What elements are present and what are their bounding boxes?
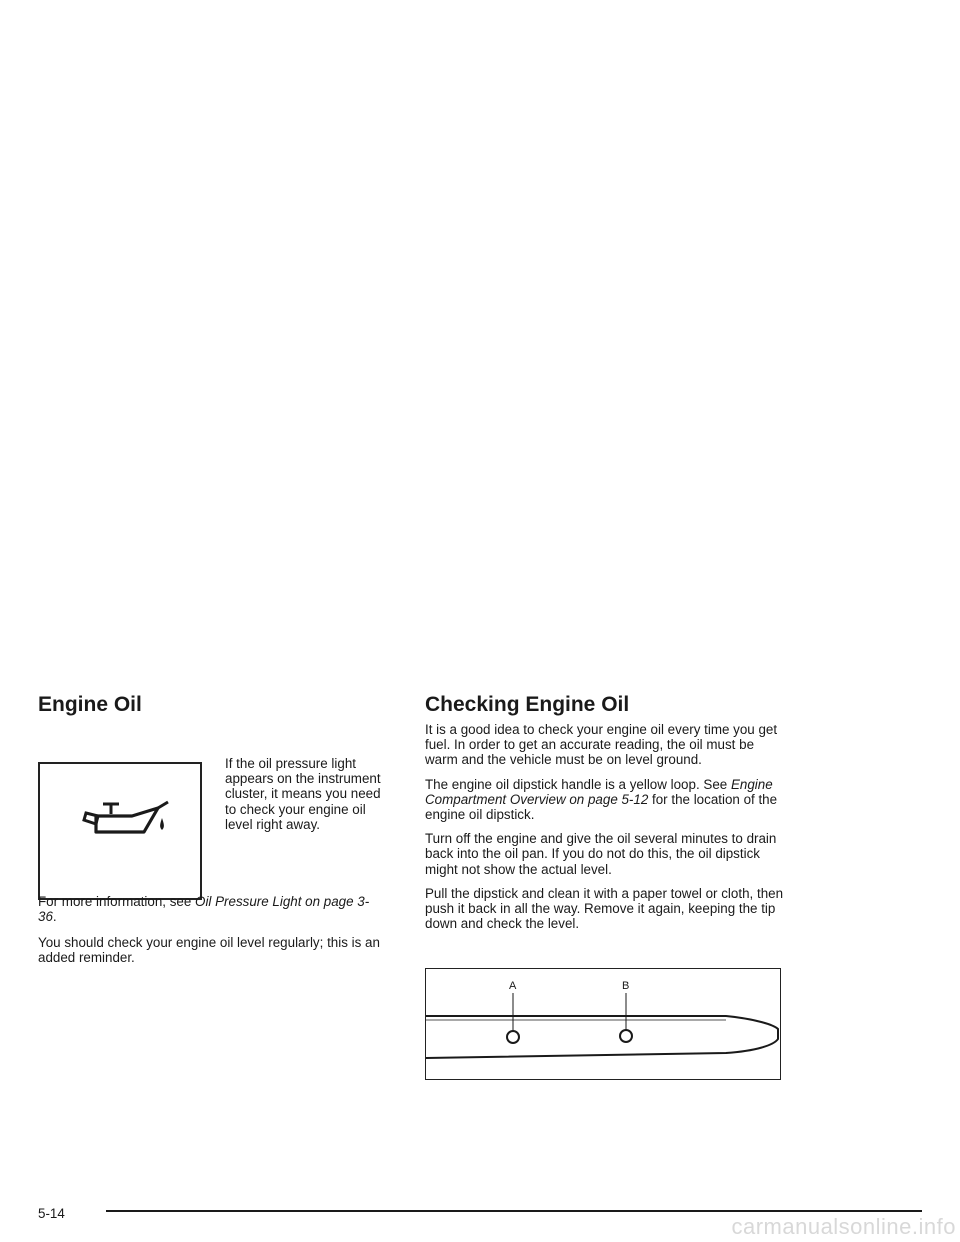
dipstick-figure [425, 968, 781, 1080]
paragraph-check-when: It is a good idea to check your engine oil every time you get fuel. In order to get an accurate reading, the oil must be warm and the vehicle must be on level ground. [425, 722, 778, 768]
section-title-checking-engine-oil: Checking Engine Oil [425, 693, 630, 716]
oil-can-icon [40, 764, 200, 898]
oil-pressure-description: If the oil pressure light appears on the instrument cluster, it means you need to check your engine oil level right away. [225, 756, 381, 832]
reminder-paragraph: You should check your engine oil level regularly; this is an added reminder. [38, 935, 380, 966]
watermark: carmanualsonline.info [731, 1214, 956, 1239]
page-number: 5-14 [38, 1206, 65, 1221]
paragraph-turn-off-engine: Turn off the engine and give the oil several minutes to drain back into the oil pan. If you do not do this, the oil dipstick might not show the actual level. [425, 831, 777, 877]
label-b: B [622, 980, 630, 992]
mark-a [507, 1031, 519, 1043]
more-info-suffix: . [52, 909, 57, 925]
engine-compartment-link[interactable]: Engine Compartment Overview on page 5-12 [425, 776, 773, 807]
more-info-prefix: For more information, see [38, 894, 196, 909]
oil-pressure-light-link[interactable]: Oil Pressure Light on page 3-36 [38, 894, 370, 925]
section-title-engine-oil: Engine Oil [38, 693, 142, 716]
footer-rule [106, 1210, 922, 1212]
label-a: A [509, 980, 517, 992]
paragraph-pull-dipstick: Pull the dipstick and clean it with a paper towel or cloth, then push it back in all the way. Remove it again, keeping the tip down and check the level. [425, 885, 784, 932]
dipstick-suffix: for the location of the engine oil dipstick. [425, 791, 778, 823]
checking-engine-oil-section [425, 692, 785, 940]
paragraph-dipstick-handle [425, 777, 785, 823]
oil-pressure-icon-box [38, 762, 202, 900]
more-info-paragraph [38, 894, 378, 924]
dipstick-illustration [426, 969, 779, 1078]
engine-oil-section [38, 692, 388, 966]
dipstick-prefix: The engine oil dipstick handle is a yellow loop. See [425, 776, 731, 792]
mark-b [620, 1030, 632, 1042]
